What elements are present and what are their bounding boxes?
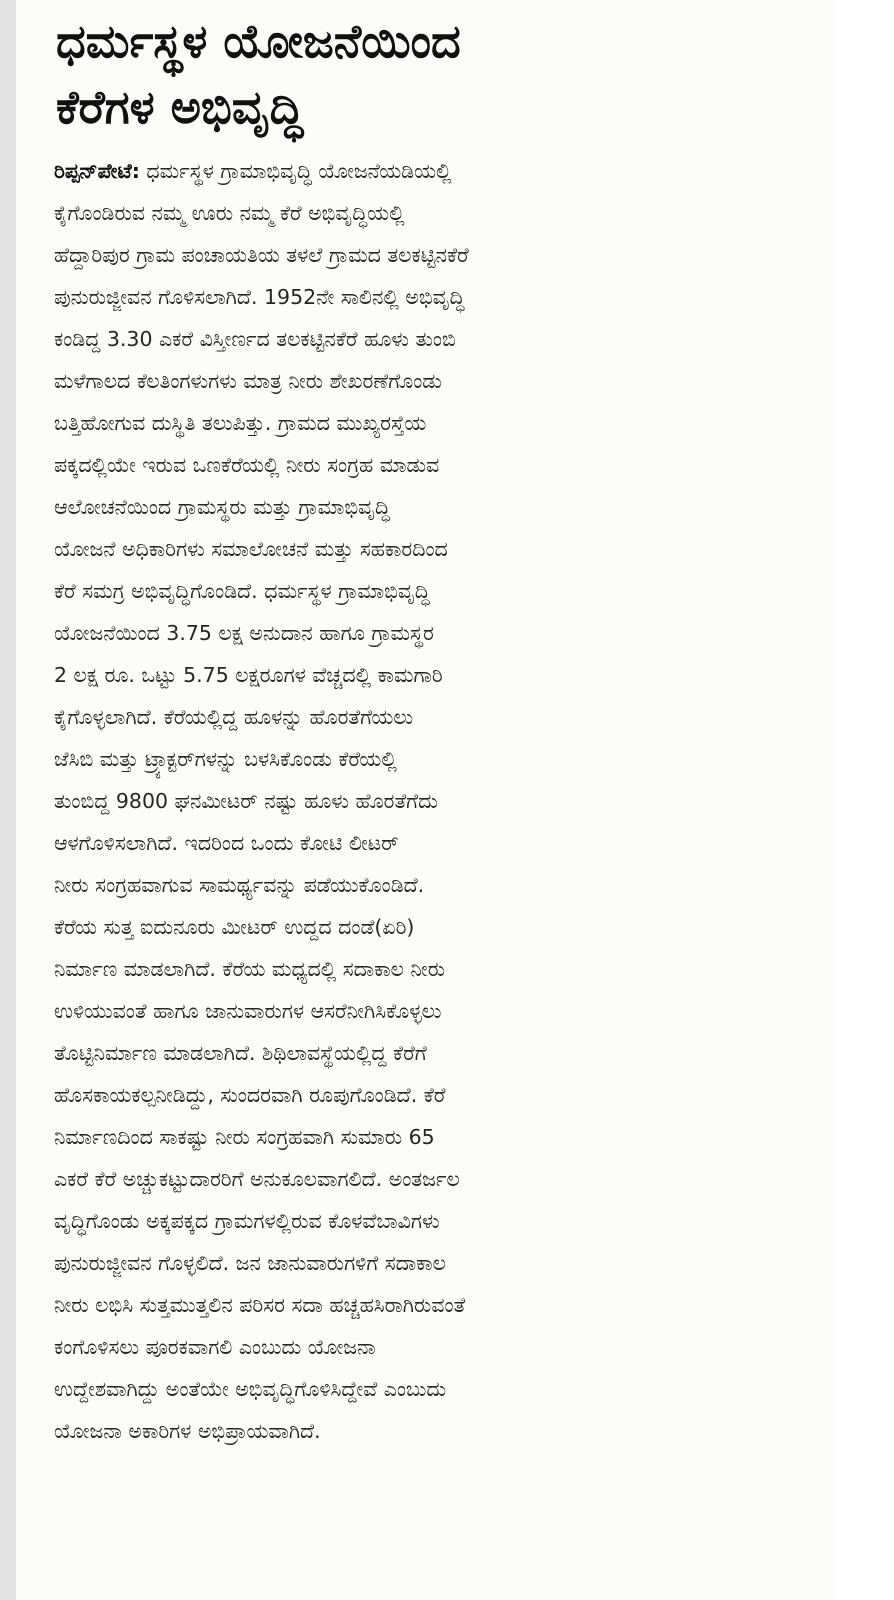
dateline: ರಿಪ್ಪನ್‌ಪೇಟೆ: — [54, 159, 140, 183]
body-line: ಬತ್ತಿಹೋಗುವ ದುಸ್ಥಿತಿ ತಲುಪಿತ್ತು. ಗ್ರಾಮದ ಮುಖ್ಯರಸ್ತೆಯ — [54, 411, 427, 435]
headline-line: ಕೆರೆಗಳ ಅಭಿವೃದ್ಧಿ — [56, 80, 304, 134]
body-line: ಪುನುರುಜ್ಜೀವನ ಗೊಳ್ಳಲಿದೆ. ಜನ ಜಾನುವಾರುಗಳಿಗೆ ಸದಾಕಾಲ — [54, 1251, 446, 1275]
first-line-text: ಧರ್ಮಸ್ಥಳ ಗ್ರಾಮಾಭಿವೃದ್ಧಿ ಯೋಜನೆಯಡಿಯಲ್ಲಿ — [139, 159, 452, 183]
body-line: ಪಕ್ಕದಲ್ಲಿಯೇ ಇರುವ ಒಣಕೆರೆಯಲ್ಲಿ ನೀರು ಸಂಗ್ರಹ ಮಾಡುವ — [54, 453, 440, 477]
body-line: ಕಂಗೊಳಿಸಲು ಪೂರಕವಾಗಲಿ ಎಂಬುದು ಯೋಜನಾ — [54, 1335, 376, 1359]
body-line: 2 ಲಕ್ಷ ರೂ. ಒಟ್ಟು 5.75 ಲಕ್ಷರೂಗಳ ವೆಚ್ಚದಲ್ಲಿ ಕಾಮಗಾರಿ — [54, 663, 443, 687]
body-line: ತೊಟ್ಟಿನಿರ್ಮಾಣ ಮಾಡಲಾಗಿದೆ. ಶಿಥಿಲಾವಸ್ಥೆಯಲ್ಲಿದ್ದ ಕೆರೆಗೆ — [54, 1041, 427, 1065]
body-line: ನಿರ್ಮಾಣ ಮಾಡಲಾಗಿದೆ. ಕೆರೆಯ ಮಧ್ಯದಲ್ಲಿ ಸದಾಕಾಲ ನೀರು — [54, 957, 446, 981]
body-line: ಕೆರೆ ಸಮಗ್ರ ಅಭಿವೃದ್ಧಿಗೊಂಡಿದೆ. ಧರ್ಮಸ್ಥಳ ಗ್ರಾಮಾಭಿವೃದ್ಧಿ — [54, 579, 430, 603]
body-line: ಆಲೋಚನೆಯಿಂದ ಗ್ರಾಮಸ್ಥರು ಮತ್ತು ಗ್ರಾಮಾಭಿವೃದ್ಧಿ — [54, 495, 390, 519]
body-line: ತುಂಬಿದ್ದ 9800 ಘನಮೀಟರ್ ನಷ್ಟು ಹೂಳು ಹೊರತೆಗೆದು — [54, 789, 438, 813]
body-line: ಯೋಜನಾ ಅಕಾರಿಗಳ ಅಭಿಪ್ರಾಯವಾಗಿದೆ. — [54, 1419, 321, 1443]
page-right-margin — [836, 0, 894, 1600]
body-line: ನೀರು ಸಂಗ್ರಹವಾಗುವ ಸಾಮರ್ಥ್ಯವನ್ನು ಪಡೆಯುಕೊಂಡಿದೆ. — [54, 873, 425, 897]
body-line: ಪುನುರುಜ್ಜೀವನ ಗೊಳಿಸಲಾಗಿದೆ. 1952ನೇ ಸಾಲಿನಲ್ಲಿ ಅಭಿವೃದ್ಧಿ — [54, 285, 465, 309]
body-line: ವೃದ್ಧಿಗೊಂಡು ಅಕ್ಕಪಕ್ಕದ ಗ್ರಾಮಗಳಲ್ಲಿರುವ ಕೊಳವೆಬಾವಿಗಳು — [54, 1209, 440, 1233]
article-headline — [56, 8, 816, 140]
body-line: ಹೆದ್ದಾರಿಪುರ ಗ್ರಾಮ ಪಂಚಾಯತಿಯ ತಳಲೆ ಗ್ರಾಮದ ತಲಕಟ್ಟಿನಕೆರೆ — [54, 243, 469, 267]
body-line: ಕೆರೆಯ ಸುತ್ತ ಐದುನೂರು ಮೀಟರ್ ಉದ್ದದ ದಂಡೆ(ಏರಿ) — [54, 915, 415, 939]
body-line: ಯೋಜನೆಯಿಂದ 3.75 ಲಕ್ಷ ಅನುದಾನ ಹಾಗೂ ಗ್ರಾಮಸ್ಥರ — [54, 621, 434, 645]
body-line: ಯೋಜನೆ ಅಧಿಕಾರಿಗಳು ಸಮಾಲೋಚನೆ ಮತ್ತು ಸಹಕಾರದಿಂದ — [54, 537, 448, 561]
body-line: ಉದ್ದೇಶವಾಗಿದ್ದು ಅಂತೆಯೇ ಅಭಿವೃದ್ಧಿಗೊಳಿಸಿದ್ದೇವೆ ಎಂಬುದು — [54, 1377, 447, 1401]
body-line: ಮಳೆಗಾಲದ ಕೆಲತಿಂಗಳುಗಳು ಮಾತ್ರ ನೀರು ಶೇಖರಣೆಗೊಂಡು — [54, 369, 442, 393]
body-line: ಉಳಿಯುವಂತೆ ಹಾಗೂ ಜಾನುವಾರುಗಳ ಆಸರೆನೀಗಿಸಿಕೊಳ್ಳಲು — [54, 999, 442, 1023]
body-line: ಜೆಸಿಬಿ ಮತ್ತು ಟ್ರ್ಯಾಕ್ಟರ್‌ಗಳನ್ನು ಬಳಸಿಕೊಂಡು ಕೆರೆಯಲ್ಲಿ — [54, 747, 397, 771]
page-left-margin — [0, 0, 16, 1600]
body-line: ಆಳಗೊಳಿಸಲಾಗಿದೆ. ಇದರಿಂದ ಒಂದು ಕೋಟಿ ಲೀಟರ್ — [54, 831, 399, 855]
body-line: ಹೊಸಕಾಯಕಲ್ಪನೀಡಿದ್ದು, ಸುಂದರವಾಗಿ ರೂಪುಗೊಂಡಿದೆ. ಕೆರೆ — [54, 1083, 446, 1107]
article-body — [54, 150, 804, 1452]
body-first-line — [54, 150, 804, 192]
body-line: ನೀರು ಲಭಿಸಿ ಸುತ್ತಮುತ್ತಲಿನ ಪರಿಸರ ಸದಾ ಹಚ್ಚಹಸಿರಾಗಿರುವಂತೆ — [54, 1293, 466, 1317]
body-line: ಕೈಗೊಳ್ಳಲಾಗಿದೆ. ಕೆರೆಯಲ್ಲಿದ್ದ ಹೂಳನ್ನು ಹೊರತೆಗೆಯಲು — [54, 705, 414, 729]
body-line: ಎಕರೆ ಕೆರೆ ಅಚ್ಚುಕಟ್ಟುದಾರರಿಗೆ ಅನುಕೂಲವಾಗಲಿದೆ. ಅಂತರ್ಜಲ — [54, 1167, 460, 1191]
headline-line: ಧರ್ಮಸ್ಥಳ ಯೋಜನೆಯಿಂದ — [56, 14, 461, 68]
body-line: ಕೈಗೊಂಡಿರುವ ನಮ್ಮ ಊರು ನಮ್ಮ ಕೆರೆ ಅಭಿವೃದ್ಧಿಯಲ್ಲಿ — [54, 201, 405, 225]
body-line: ನಿರ್ಮಾಣದಿಂದ ಸಾಕಷ್ಟು ನೀರು ಸಂಗ್ರಹವಾಗಿ ಸುಮಾರು 65 — [54, 1125, 435, 1149]
body-line: ಕಂಡಿದ್ದ 3.30 ಎಕರೆ ವಿಸ್ತೀರ್ಣದ ತಲಕಟ್ಟಿನಕೆರೆ ಹೂಳು ತುಂಬಿ — [54, 327, 456, 351]
